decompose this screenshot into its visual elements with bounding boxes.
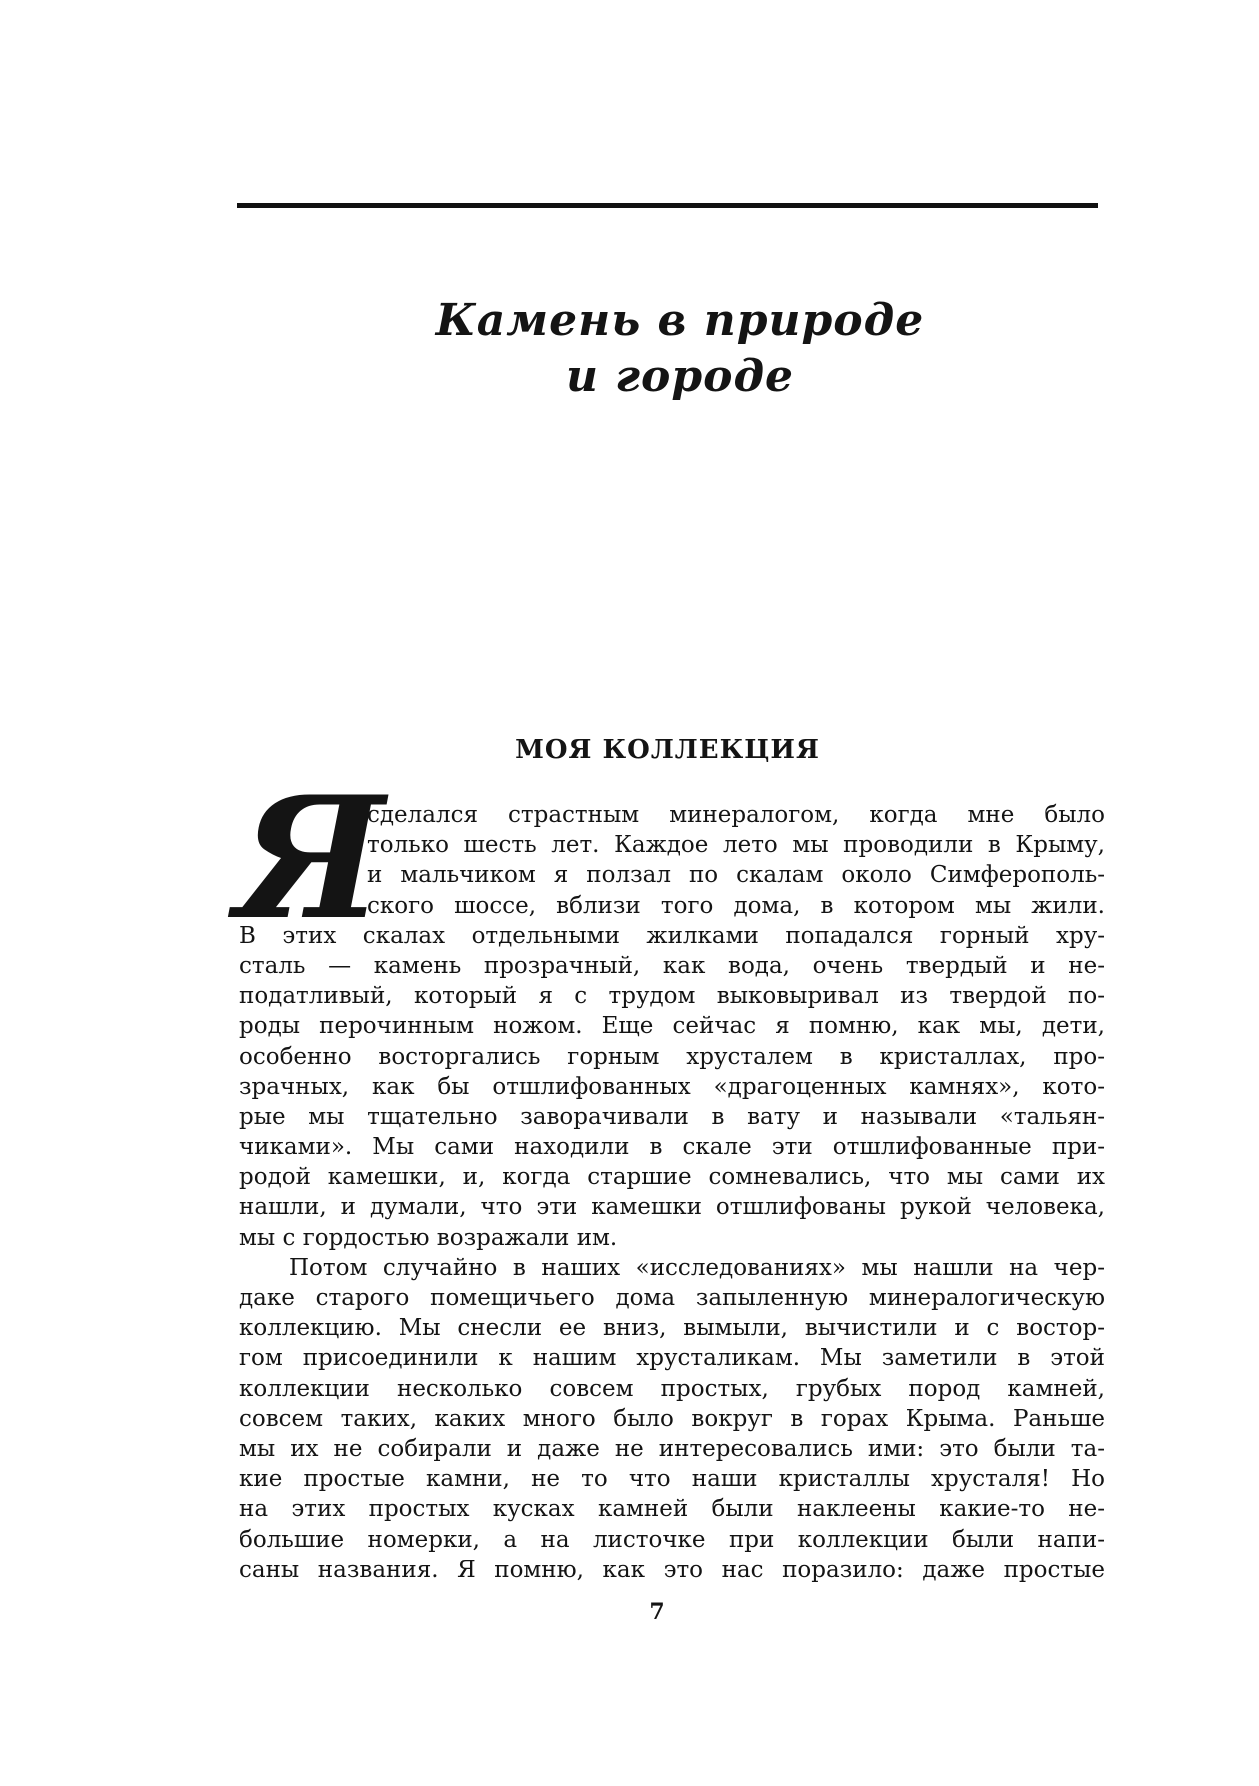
- text-line: даке старого помещичьего дома запыленную минералогическую: [239, 1285, 1105, 1311]
- text-line: и мальчиком я ползал по скалам около Симферополь-: [367, 862, 1105, 889]
- chapter-title: МОЯ КОЛЛЕКЦИЯ: [515, 735, 820, 765]
- text-line: сделался страстным минералогом, когда мне было: [367, 802, 1105, 828]
- text-line: большие номерки, а на листочке при коллекции были напи-: [239, 1526, 1105, 1553]
- text-line: саны названия. Я помню, как это нас поразило: даже простые: [239, 1556, 1105, 1583]
- text-line: мы их не собирали и даже не интересовались ими: это были та-: [239, 1435, 1105, 1462]
- part-title-line-2: и городе: [565, 351, 795, 402]
- text-line: нашли, и думали, что эти камешки отшлифованы рукой человека,: [239, 1194, 1105, 1221]
- text-line: коллекцию. Мы снесли ее вниз, вымыли, вычистили и с востор-: [239, 1315, 1105, 1342]
- text-line: коллекции несколько совсем простых, грубых пород камней,: [239, 1375, 1105, 1402]
- text-line: сталь — камень прозрачный, как вода, очень твердый и не-: [239, 952, 1105, 979]
- body-text: [239, 800, 1105, 1585]
- text-line: Потом случайно в наших «исследованиях» мы нашли на чер-: [289, 1254, 1105, 1281]
- text-line: на этих простых кусках камней были наклеены какие-то не-: [239, 1496, 1105, 1523]
- text-line: только шесть лет. Каждое лето мы проводили в Крыму,: [367, 832, 1105, 859]
- text-line: чиками». Мы сами находили в скале эти отшлифованные при-: [239, 1134, 1105, 1161]
- text-line: податливый, который я с трудом выковыривал из твердой по-: [239, 983, 1105, 1010]
- text-line: ского шоссе, вблизи того дома, в котором мы жили.: [367, 892, 1105, 919]
- text-line: родой камешки, и, когда старшие сомневались, что мы сами их: [239, 1164, 1105, 1191]
- text-line: совсем таких, каких много было вокруг в горах Крыма. Раньше: [239, 1405, 1105, 1432]
- top-rule: [237, 203, 1098, 208]
- text-line: кие простые камни, не то что наши кристаллы хрусталя! Но: [239, 1466, 1105, 1493]
- drop-cap: Я: [236, 759, 385, 957]
- text-line: рые мы тщательно заворачивали в вату и называли «тальян-: [239, 1103, 1105, 1130]
- text-line: гом присоединили к нашим хрусталикам. Мы заметили в этой: [239, 1345, 1105, 1372]
- text-line: особенно восторгались горным хрусталем в кристаллах, про-: [239, 1043, 1105, 1070]
- text-line: роды перочинным ножом. Еще сейчас я помню, как мы, дети,: [239, 1013, 1105, 1040]
- part-title: [300, 293, 1060, 405]
- part-title-line-1: Камень в природе: [435, 295, 925, 346]
- text-line: мы с гордостью возражали им.: [239, 1224, 618, 1251]
- page-number: 7: [649, 1599, 665, 1625]
- text-line: зрачных, как бы отшлифованных «драгоценных камнях», кото-: [239, 1073, 1105, 1100]
- text-line: В этих скалах отдельными жилками попадался горный хру-: [239, 922, 1105, 949]
